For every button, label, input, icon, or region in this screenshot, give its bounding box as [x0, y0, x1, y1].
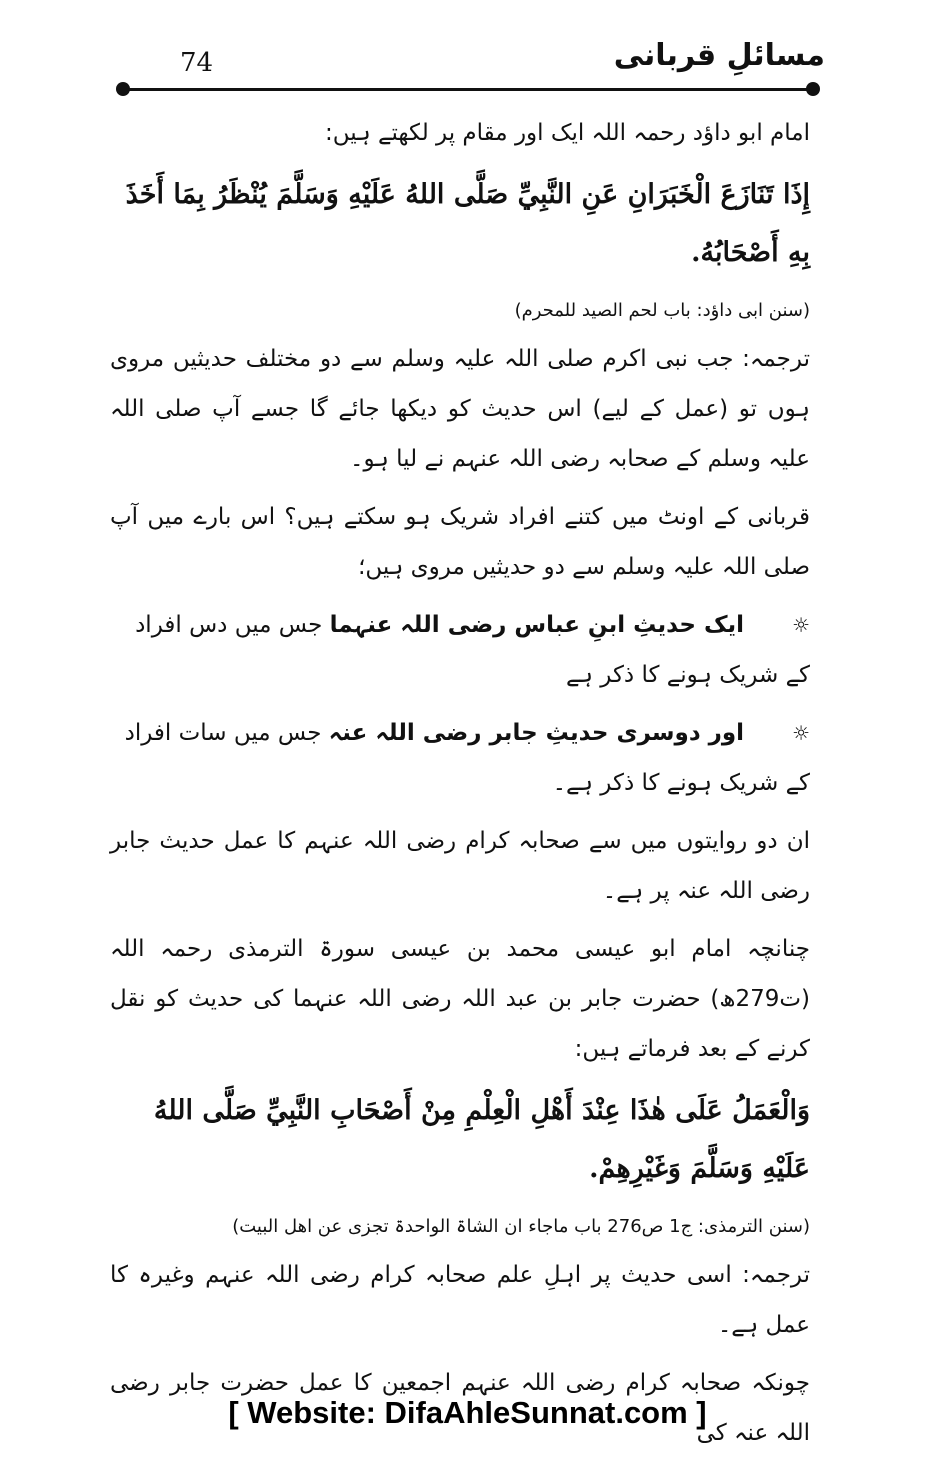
bullet-2-bold: اور دوسری حدیثِ جابر رضی اللہ عنہ — [328, 720, 745, 746]
tirmidhi-paragraph: چنانچہ امام ابو عیسی محمد بن عیسی سورۃ الترمذی رحمہ اللہ (ت279ھ) حضرت جابر بن عبد اللہ رضی اللہ عنہما کی حدیث کو نقل کرنے کے بعد فرماتے ہیں: — [110, 936, 810, 1062]
arabic-quote-1: إِذَا تَنَازَعَ الْخَبَرَانِ عَنِ النَّبِيِّ صَلَّى اللهُ عَلَيْهِ وَسَلَّمَ يُنْظَرُ بِمَا أَخَذَ بِهِ أَصْحَابُهُ. — [125, 179, 810, 268]
translation-2: ترجمہ: اسی حدیث پر اہلِ علم صحابہ کرام رضی اللہ عنہم وغیرہ کا عمل ہے۔ — [110, 1262, 810, 1338]
bullet-1 — [110, 600, 810, 700]
bullet-1-bold: ایک حدیثِ ابنِ عباس رضی اللہ عنہما — [329, 612, 745, 638]
rule-dot-right — [806, 82, 820, 96]
running-title: مسائلِ قربانی — [613, 38, 825, 73]
question-paragraph: قربانی کے اونٹ میں کتنے افراد شریک ہو سکتے ہیں؟ اس بارے میں آپ صلی اللہ علیہ وسلم سے دو حدیثیں مروی ہیں؛ — [110, 504, 810, 580]
sun-star-icon: ☼ — [792, 613, 810, 637]
page-body — [110, 108, 810, 1466]
intro-line: امام ابو داؤد رحمہ اللہ ایک اور مقام پر لکھتے ہیں: — [325, 120, 810, 146]
header-rule — [122, 88, 812, 91]
bullet-2-text: جس میں سات افراد کے شریک ہونے کا ذکر ہے۔ — [124, 720, 810, 796]
rule-dot-left — [116, 82, 130, 96]
reference-1: (سنن ابی داؤد: باب لحم الصید للمحرم) — [514, 300, 810, 321]
bullet-1-text: جس میں دس افراد کے شریک ہونے کا ذکر ہے — [135, 612, 810, 688]
page-header — [120, 38, 825, 94]
reference-2: (سنن الترمذی: ج1 ص276 باب ماجاء ان الشاۃ الواحدۃ تجزی عن اھل البیت) — [232, 1216, 810, 1237]
amal-paragraph: ان دو روایتوں میں سے صحابہ کرام رضی اللہ عنہم کا عمل حدیث جابر رضی اللہ عنہ پر ہے۔ — [110, 828, 810, 904]
arabic-quote-2: وَالْعَمَلُ عَلَى هٰذَا عِنْدَ أَهْلِ الْعِلْمِ مِنْ أَصْحَابِ النَّبِيِّ صَلَّى اللهُ عَلَيْهِ وَسَلَّمَ وَغَيْرِهِمْ. — [153, 1095, 810, 1184]
website-footer: [ Website: DifaAhleSunnat.com ] — [228, 1395, 707, 1430]
translation-1: ترجمہ: جب نبی اکرم صلی اللہ علیہ وسلم سے دو مختلف حدیثیں مروی ہوں تو (عمل کے لیے) اس حدیث کو دیکھا جائے گا جسے آپ صلی اللہ علیہ وسلم کے صحابہ رضی اللہ عنہم نے لیا ہو۔ — [110, 346, 810, 472]
page-number: 74 — [180, 48, 214, 78]
bullet-2 — [110, 708, 810, 808]
last-line: چونکہ صحابہ کرام رضی اللہ عنہم اجمعین کا عمل حضرت جابر رضی اللہ عنہ کی — [110, 1370, 810, 1446]
sun-star-icon: ☼ — [792, 721, 810, 745]
